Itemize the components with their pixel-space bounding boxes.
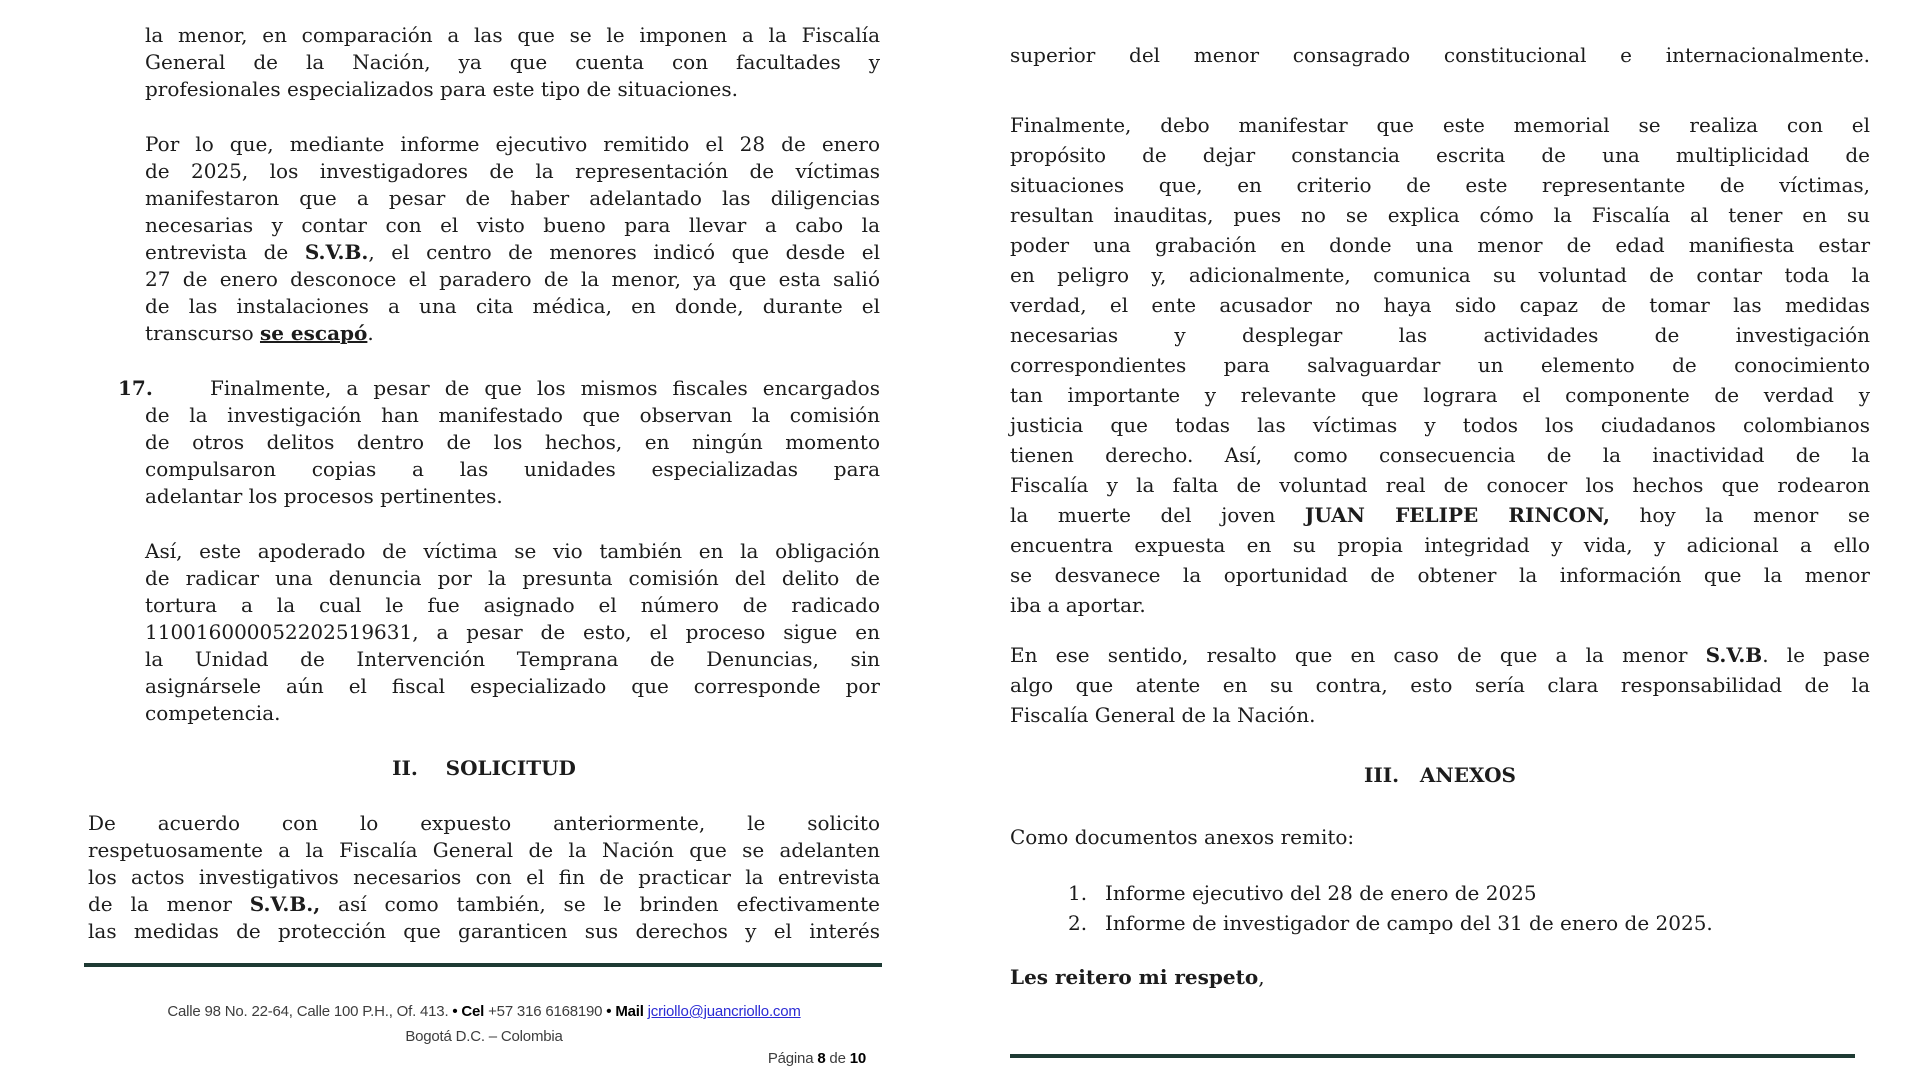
- paragraph: [1010, 40, 1870, 70]
- heading: [1010, 760, 1870, 790]
- text-run: la muerte del joven: [1010, 503, 1305, 527]
- text-run: de 2025, los investigadores de la representación de víctimas: [145, 159, 880, 183]
- text-run: así como también, se le brinden efectivamente: [320, 892, 880, 916]
- text-run: 10: [849, 1050, 866, 1067]
- text-run: la Unidad de Intervención Temprana de Denuncias, sin: [145, 647, 880, 671]
- text-line: [145, 700, 880, 727]
- text-line: [145, 456, 880, 483]
- text-run: II. SOLICITUD: [392, 756, 576, 780]
- text-run: respetuosamente a la Fiscalía General de la Nación que se adelanten: [88, 838, 880, 862]
- text-run: compulsaron copias a las unidades especializadas para: [145, 457, 880, 481]
- page-number: [88, 1048, 866, 1070]
- text-run: asignársele aún el fiscal especializado que corresponde por: [145, 674, 880, 698]
- text-line: [1010, 40, 1870, 70]
- heading: [88, 755, 880, 782]
- text-run: superior del menor consagrado constitucional e internacionalmente.: [1010, 43, 1870, 67]
- closing: [1010, 962, 1870, 992]
- text-line: [1010, 230, 1870, 260]
- text-run: ,: [1258, 965, 1265, 989]
- text-line: [145, 185, 880, 212]
- text-line: [1010, 560, 1870, 590]
- text-run: tienen derecho. Así, como consecuencia de la inactividad de la: [1010, 443, 1870, 467]
- list: [1010, 878, 1870, 938]
- text-line: [1010, 640, 1870, 670]
- text-line: [1010, 200, 1870, 230]
- text-run: profesionales especializados para este tipo de situaciones.: [145, 77, 738, 101]
- text-run: de la investigación han manifestado que observan la comisión: [145, 403, 880, 427]
- text-run: entrevista de: [145, 240, 305, 264]
- text-run: adelantar los procesos pertinentes.: [145, 484, 503, 508]
- text-line: [1068, 878, 1870, 908]
- text-line: [145, 76, 880, 103]
- text-run: • Mail: [606, 1003, 644, 1020]
- text-line: [118, 375, 880, 402]
- text-run: transcurso: [145, 321, 260, 345]
- text-line: [1010, 110, 1870, 140]
- text-run: poder una grabación en donde una menor de edad manifiesta estar: [1010, 233, 1870, 257]
- text-run: 17.: [118, 376, 153, 400]
- text-run: necesarias y desplegar las actividades de investigación: [1010, 323, 1870, 347]
- text-line: [145, 483, 880, 510]
- text-line: [1010, 470, 1870, 500]
- page-9-text-column: [1010, 40, 1870, 992]
- text-run: justicia que todas las víctimas y todos los ciudadanos colombianos: [1010, 413, 1870, 437]
- text-run: correspondientes para salvaguardar un elemento de conocimiento: [1010, 353, 1870, 377]
- text-line: [88, 755, 880, 782]
- text-line: [88, 918, 880, 945]
- text-line: [145, 538, 880, 565]
- paragraph: [88, 538, 880, 727]
- text-run: S.V.B.: [304, 240, 369, 264]
- text-run: 8: [817, 1050, 826, 1067]
- text-run: S.V.B.,: [249, 892, 321, 916]
- text-run: en peligro y, adicionalmente, comunica su voluntad de contar toda la: [1010, 263, 1870, 287]
- text-run: 2.: [1068, 911, 1088, 935]
- text-run: de la menor: [88, 892, 250, 916]
- text-run: 110016000052202519631, a pesar de esto, el proceso sigue en: [145, 620, 880, 644]
- text-line: [145, 49, 880, 76]
- text-run: En ese sentido, resalto que en caso de que a la menor: [1010, 643, 1706, 667]
- text-run: Informe ejecutivo del 28 de enero de 2025: [1105, 881, 1537, 905]
- text-line: [88, 891, 880, 918]
- text-line: [1010, 500, 1870, 530]
- text-run: • Cel: [452, 1003, 485, 1020]
- text-run: manifestaron que a pesar de haber adelantado las diligencias: [145, 186, 880, 210]
- text-line: [1010, 350, 1870, 380]
- footer-city-line: Bogotá D.C. – Colombia: [405, 1028, 563, 1045]
- text-line: [1010, 760, 1870, 790]
- text-line: [145, 22, 880, 49]
- text-run: resultan inauditas, pues no se explica cómo la Fiscalía al tener en su: [1010, 203, 1870, 227]
- page-8-footer-rule: [84, 963, 882, 967]
- paragraph: [1010, 822, 1870, 852]
- text-run: los actos investigativos necesarios con el fin de practicar la entrevista: [88, 865, 880, 889]
- text-line: [1010, 140, 1870, 170]
- text-run: Les reitero mi respeto: [1010, 965, 1259, 989]
- text-run: algo que atente en su contra, esto sería clara responsabilidad de la: [1010, 673, 1870, 697]
- text-line: [145, 293, 880, 320]
- text-run: tortura a la cual le fue asignado el número de radicado: [145, 593, 880, 617]
- text-run: de: [825, 1050, 850, 1067]
- text-line: [1010, 260, 1870, 290]
- paragraph: [1010, 640, 1870, 730]
- text-line: [145, 673, 880, 700]
- text-run: encuentra expuesta en su propia integridad y vida, y adicional a ello: [1010, 533, 1870, 557]
- text-run: verdad, el ente acusador no haya sido capaz de tomar las medidas: [1010, 293, 1870, 317]
- numbered-item: [88, 375, 880, 510]
- text-run: General de la Nación, ya que cuenta con facultades y: [145, 50, 880, 74]
- text-line: [145, 212, 880, 239]
- text-run: situaciones que, en criterio de este representante de víctimas,: [1010, 173, 1870, 197]
- text-line: [1010, 410, 1870, 440]
- text-line: [1010, 320, 1870, 350]
- text-line: [1010, 670, 1870, 700]
- text-line: [1010, 170, 1870, 200]
- page-8-text-column: [88, 22, 880, 945]
- text-line: [1068, 908, 1870, 938]
- text-run: de otros delitos dentro de los hechos, en ningún momento: [145, 430, 880, 454]
- text-run: Así, este apoderado de víctima se vio también en la obligación: [145, 539, 880, 563]
- text-run: Finalmente, a pesar de que los mismos fiscales encargados: [210, 376, 880, 400]
- text-line: [145, 646, 880, 673]
- text-run: Como documentos anexos remito:: [1010, 825, 1355, 849]
- text-line: [1010, 290, 1870, 320]
- text-run: Fiscalía y la falta de voluntad real de conocer los hechos que rodearon: [1010, 473, 1870, 497]
- text-line: [88, 810, 880, 837]
- text-line: [145, 131, 880, 158]
- text-run: de radicar una denuncia por la presunta comisión del delito de: [145, 566, 880, 590]
- text-run: propósito de dejar constancia escrita de una multiplicidad de: [1010, 143, 1870, 167]
- text-run: III. ANEXOS: [1364, 763, 1516, 787]
- paragraph: [88, 22, 880, 103]
- text-run: tan importante y relevante que lograra el componente de verdad y: [1010, 383, 1870, 407]
- paragraph: [88, 131, 880, 347]
- text-line: [1010, 530, 1870, 560]
- paragraph: [88, 810, 880, 945]
- text-run: . le pase: [1762, 643, 1870, 667]
- text-run: De acuerdo con lo expuesto anteriormente, le solicito: [88, 811, 880, 835]
- text-run: iba a aportar.: [1010, 593, 1146, 617]
- text-run: necesarias y contar con el visto bueno para llevar a cabo la: [145, 213, 880, 237]
- text-line: [88, 864, 880, 891]
- text-run: , el centro de menores indicó que desde el: [368, 240, 880, 264]
- text-run: Fiscalía General de la Nación.: [1010, 703, 1316, 727]
- text-line: [1010, 590, 1870, 620]
- text-run: Informe de investigador de campo del 31 de enero de 2025.: [1105, 911, 1713, 935]
- text-run: Página: [767, 1050, 818, 1067]
- text-run: JUAN FELIPE RINCON,: [1304, 503, 1610, 527]
- text-run: S.V.B: [1705, 643, 1763, 667]
- text-run: 1.: [1068, 881, 1088, 905]
- text-run: Calle 98 No. 22-64, Calle 100 P.H., Of. 413.: [167, 1003, 453, 1020]
- text-line: [1010, 962, 1870, 992]
- text-line: [145, 619, 880, 646]
- text-line: [145, 158, 880, 185]
- text-line: [1010, 700, 1870, 730]
- text-run: Por lo que, mediante informe ejecutivo remitido el 28 de enero: [145, 132, 880, 156]
- text-run: hoy la menor se: [1609, 503, 1870, 527]
- text-run: de las instalaciones a una cita médica, en donde, durante el: [145, 294, 880, 318]
- text-line: [88, 837, 880, 864]
- text-run: +57 316 6168190: [484, 1003, 607, 1020]
- text-line: [145, 239, 880, 266]
- text-line: [1010, 822, 1870, 852]
- text-run: la menor, en comparación a las que se le imponen a la Fiscalía: [145, 23, 880, 47]
- text-run: se escapó: [259, 321, 368, 345]
- text-line: [145, 266, 880, 293]
- text-line: [145, 320, 880, 347]
- page-9-footer-rule: [1010, 1054, 1855, 1058]
- text-run: Finalmente, debo manifestar que este memorial se realiza con el: [1010, 113, 1870, 137]
- text-run: competencia.: [145, 701, 281, 725]
- footer-address-line: [88, 1001, 880, 1023]
- text-run: 27 de enero desconoce el paradero de la menor, ya que esta salió: [145, 267, 880, 291]
- text-line: [145, 402, 880, 429]
- text-line: [145, 429, 880, 456]
- email-link[interactable]: jcriollo@juancriollo.com: [647, 1003, 801, 1020]
- text-run: .: [367, 321, 374, 345]
- text-run: se desvanece la oportunidad de obtener la información que la menor: [1010, 563, 1870, 587]
- text-line: [1010, 380, 1870, 410]
- text-line: [145, 592, 880, 619]
- text-line: [1010, 440, 1870, 470]
- text-line: [145, 565, 880, 592]
- text-run: las medidas de protección que garanticen sus derechos y el interés: [88, 919, 880, 943]
- paragraph: [1010, 110, 1870, 620]
